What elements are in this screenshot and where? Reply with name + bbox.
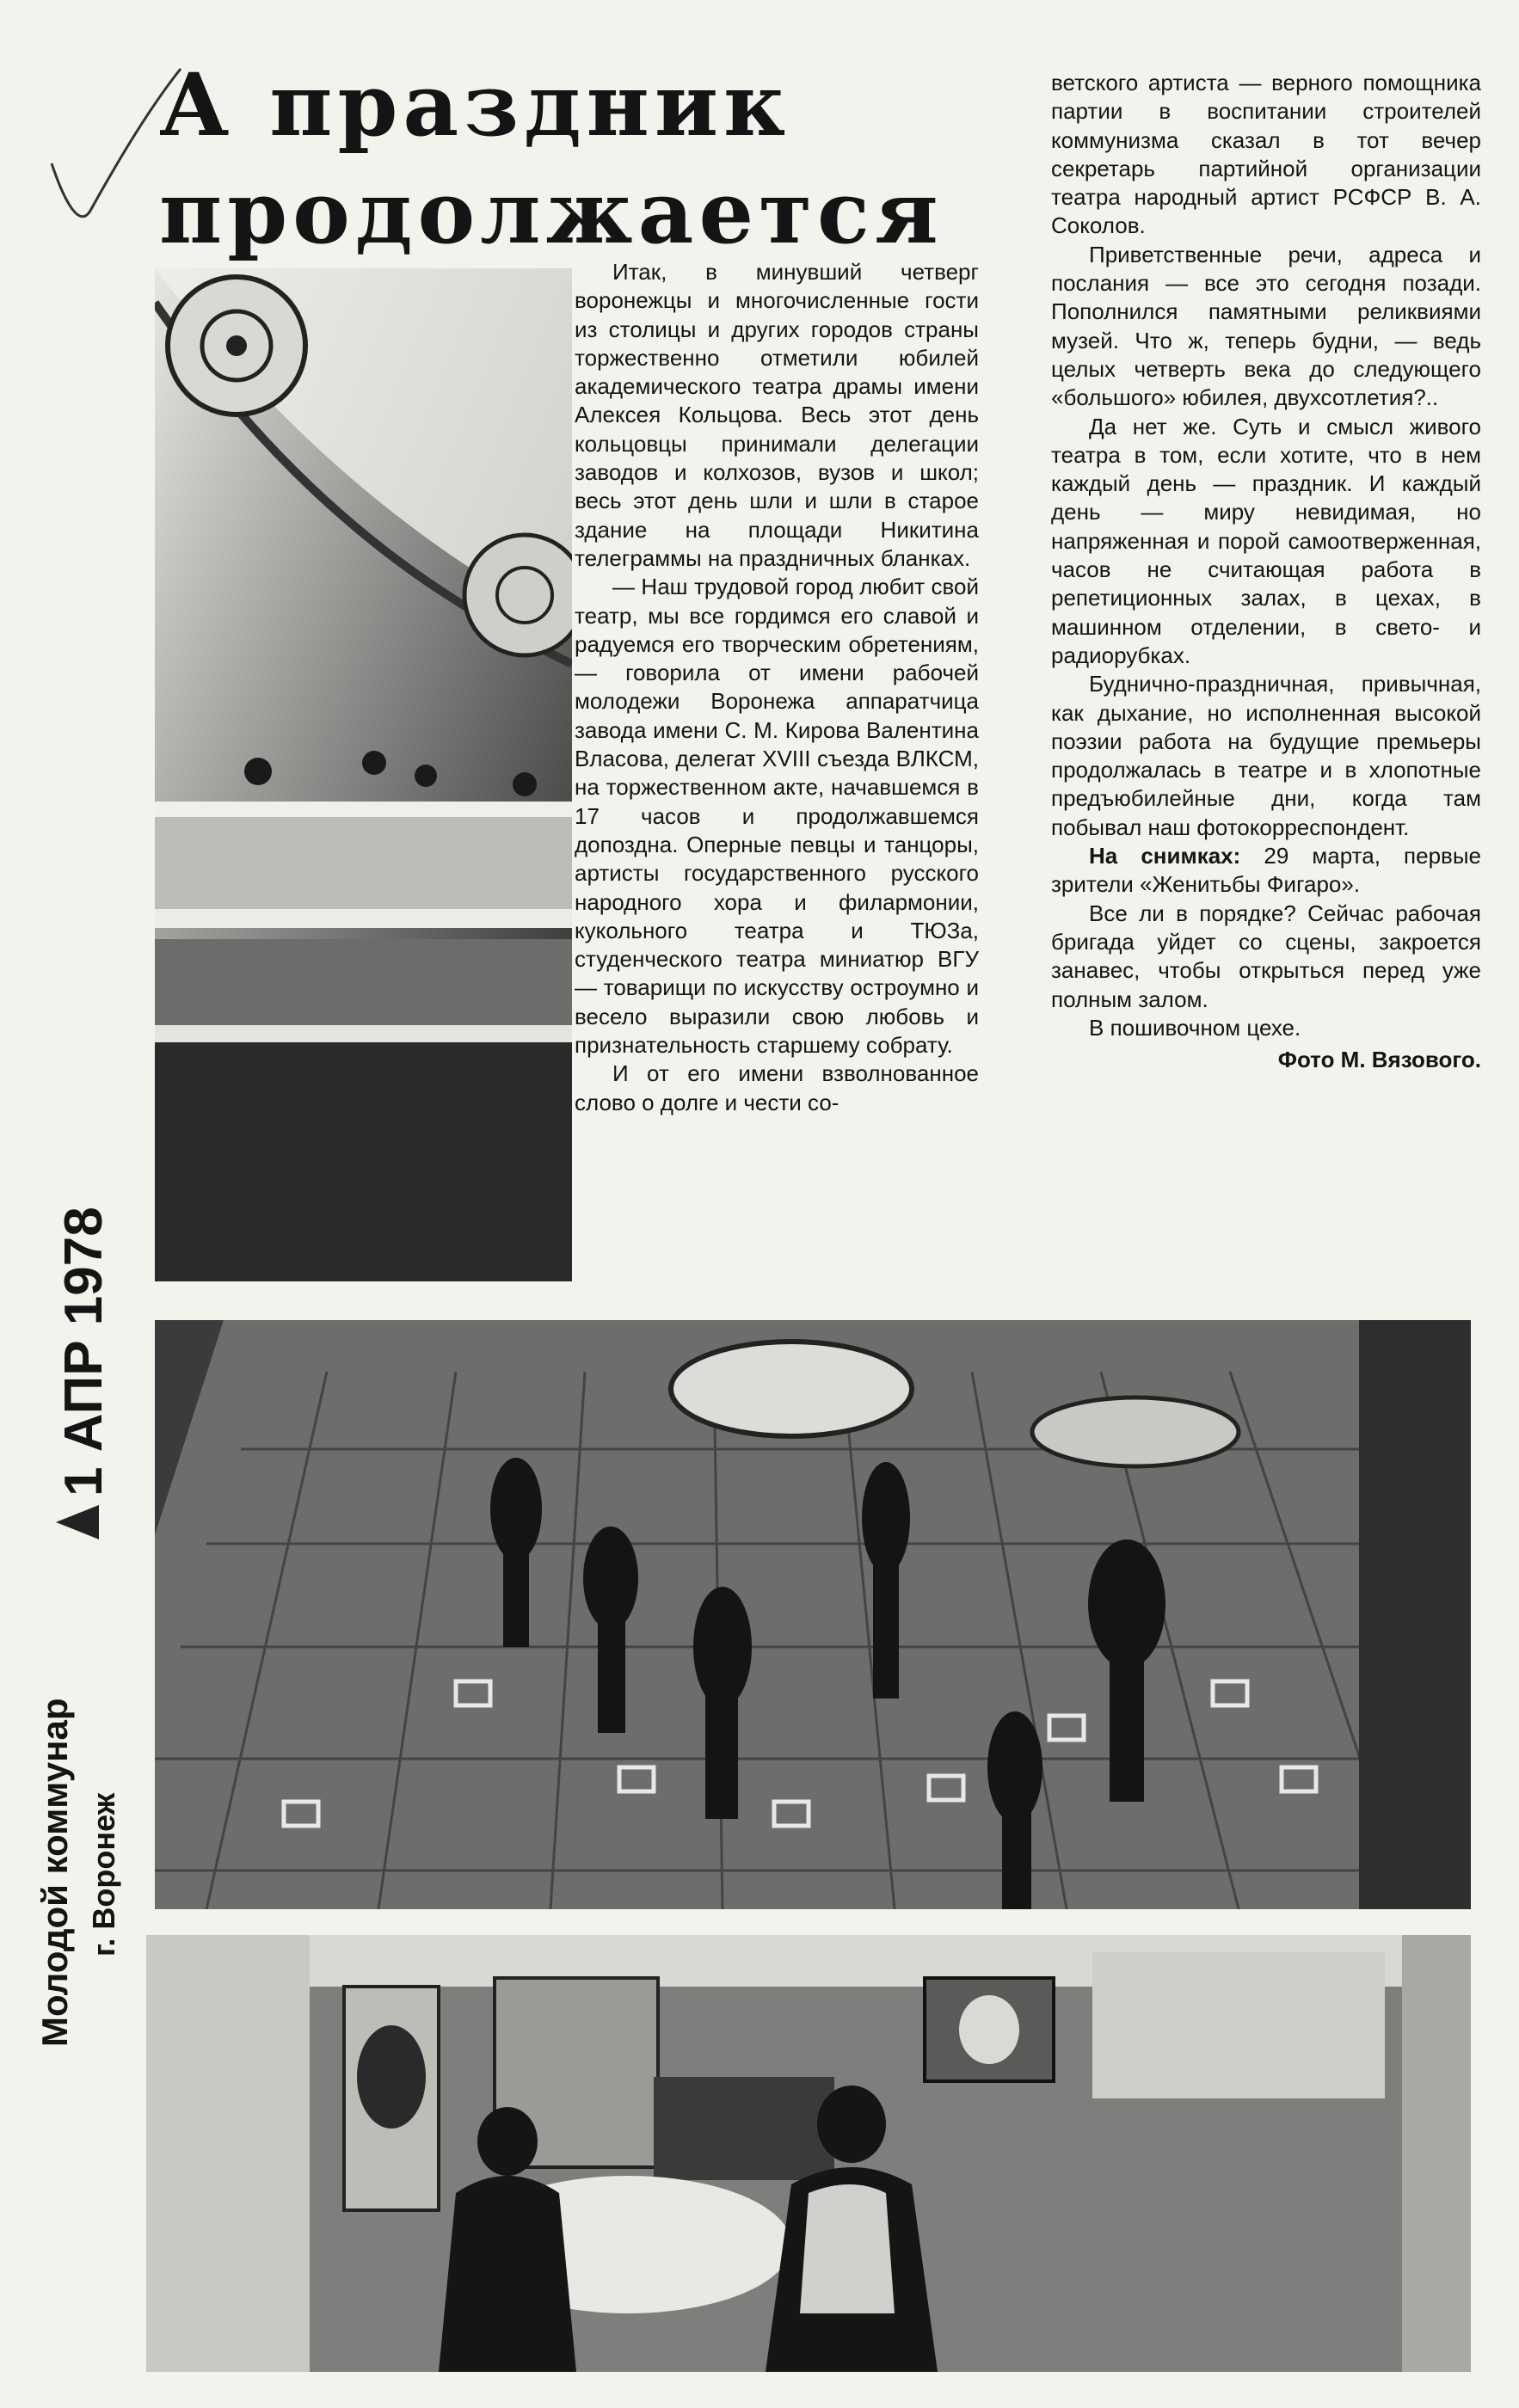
photo-caption-3: В пошивочном цехе. [1089,1014,1301,1041]
newspaper-name-stamp: Молодой коммунар [34,1698,75,2047]
photo-auditorium [155,268,572,1281]
article-column-1 [575,258,979,1117]
paragraph: — Наш трудовой город любит свой театр, мы все гордимся его славой и радуемся его творческим обретениям, — говорила от имени рабочей молодежи Воронежа аппаратчица завода имени С. М. Кирова Валентина Власова, делегат XVIII съезда ВЛКСМ, на торжественном акте, начавшемся в 17 часов и продолжавшемся допоздна. Оперные певцы и танцоры, артисты государственного русского народного хора и филармонии, кукольного театра и ТЮЗа, студенческого театра миниатюр ВГУ — товарищи по искусству остроумно и весело выразили свою любовь и признательность старшему собрату. [575,574,979,1059]
paragraph: ветского артиста — верного помощника партии в воспитании строителей коммунизма сказал в тот вечер секретарь партийной организации театра народный артист РСФСР В. А. Соколов. [1051,70,1481,239]
headline [159,52,1019,267]
photo-credit: Фото М. Вязового. [1277,1047,1481,1073]
photo-caption-2: Все ли в порядке? Сейчас рабочая бригада уйдет со сцены, закроется занавес, чтобы открыться перед уже полным залом. [1051,900,1481,1012]
headline-line-2: продолжается [159,162,944,263]
paragraph: Приветственные речи, адреса и послания — все это сегодня позади. Пополнился памятными реликвиями музей. Что ж, теперь будни, — ведь целых четверть века до следующего «большого» юбилея, двухсотлетия?.. [1051,241,1481,411]
captions-lead: На снимках: [1089,843,1241,869]
headline-line-1: А праздник [159,54,791,156]
photo-sewing-workshop [146,1935,1471,2372]
paragraph: Буднично-праздничная, привычная, как дыхание, но исполненная высокой поэзии работа на будущие премьеры продолжалась в театре и в хлопотные предъюбилейные дни, когда там побывал наш фотокорреспондент. [1051,671,1481,840]
caption-text: 29 марта, первые зрители «Женитьбы Фигаро». [1051,843,1481,898]
photo-caption-1 [1051,842,1481,900]
article-column-2 [1051,69,1481,1074]
date-stamp: 1 АПР 1978 [54,1207,114,1496]
paragraph: И от его имени взволнованное слово о долге и чести со- [575,1060,979,1115]
photo-stage-crew [155,1320,1471,1909]
arrow-marker-icon [52,1501,103,1544]
city-stamp: г. Воронеж [86,1792,121,1956]
paragraph: Итак, в минувший четверг воронежцы и многочисленные гости из столицы и других городов страны торжественно отметили юбилей академического театра драмы имени Алексея Кольцова. Весь этот день кольцовцы принимали делегации заводов и колхозов, вузов и школ; весь этот день шли и шли в старое здание на площади Никитина телеграммы на праздничных бланках. [575,259,979,571]
paragraph: Да нет же. Суть и смысл живого театра в том, если хотите, что в нем каждый день — праздник. И каждый день — миру невидимая, но напряженная и порой самоотверженная, часов не считающая работа в репетиционных залах, в цехах, в машинном отделении, в свето- и радиорубках. [1051,413,1481,668]
